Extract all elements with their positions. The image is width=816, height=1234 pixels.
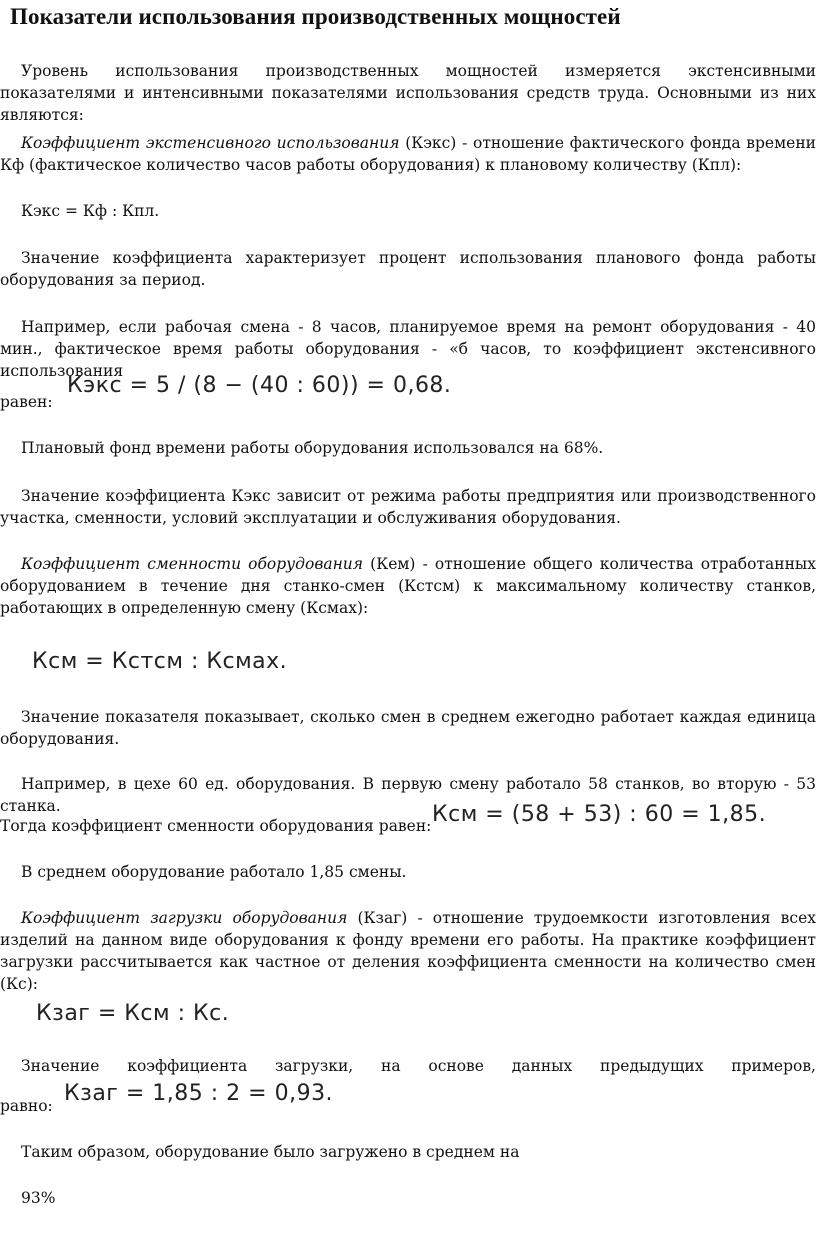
formula-extensive-calculation: Кэкс = 5 / (8 − (40 : 60)) = 0,68. xyxy=(67,373,452,398)
paragraph-extensive-dependency xyxy=(0,485,816,529)
paragraph-shift-result xyxy=(0,861,816,883)
paragraph-extensive-definition xyxy=(0,132,816,176)
paragraph-extensive-example-text: Например, если рабочая смена - 8 часов, планируемое время на ремонт оборудования - 40 мин., фактическое время работы оборудования - «б часов, то коэффициент экстенсивного использования xyxy=(0,318,816,380)
shift-example-equals-label: Тогда коэффициент сменности оборудования равен: xyxy=(0,817,432,835)
paragraph-shift-meaning-text: Значение показателя показывает, сколько смен в среднем ежегодно работает каждая единица оборудования. xyxy=(0,708,816,748)
paragraph-shift-meaning xyxy=(0,706,816,750)
term-shift: Коэффициент сменности оборудования xyxy=(21,555,364,573)
paragraph-shift-result-text: В среднем оборудование работало 1,85 смены. xyxy=(21,863,407,881)
definition-shift-text: (Кем) - отношение общего количества отработанных оборудованием в течение дня станко-смен (Кстсм) к максимальному количеству станков, работающих в определенную смену (Ксмах): xyxy=(0,555,816,617)
conclusion-percent: 93% xyxy=(21,1189,56,1207)
paragraph-load-definition xyxy=(0,907,816,995)
formula-load-calculation: Кзаг = 1,85 : 2 = 0,93. xyxy=(64,1081,334,1106)
formula-shift-calculation: Ксм = (58 + 53) : 60 = 1,85. xyxy=(432,802,767,827)
term-load: Коэффициент загрузки оборудования xyxy=(21,909,348,927)
formula-extensive-text: Кэкс = Кф : Кпл. xyxy=(21,202,160,220)
page-title: Показатели использования производственных мощностей xyxy=(10,4,621,29)
paragraph-extensive-dependency-text: Значение коэффициента Кэкс зависит от режима работы предприятия или производственного участка, сменности, условий эксплуатации и обслуживания оборудования. xyxy=(0,487,816,527)
definition-load-text: (Кзаг) - отношение трудоемкости изготовления всех изделий на данном виде оборудования к фонду времени его работы. На практике коэффициент загрузки рассчитывается как частное от деления коэффициента сменности на количество смен (Кс): xyxy=(0,909,816,993)
paragraph-shift-definition xyxy=(0,553,816,619)
formula-load: Кзаг = Ксм : Кс. xyxy=(36,1001,230,1026)
paragraph-conclusion: Таким образом, оборудование было загружено в среднем на xyxy=(21,1143,520,1161)
paragraph-intro-text: Уровень использования производственных мощностей измеряется экстенсивными показателями и интенсивными показателями использования средств труда. Основными из них являются: xyxy=(0,62,816,124)
load-example-equals-label: равно: xyxy=(0,1097,53,1115)
paragraph-extensive-meaning-text: Значение коэффициента характеризует процент использования планового фонда работы оборудования за период. xyxy=(0,249,816,289)
paragraph-extensive-result xyxy=(0,437,816,459)
paragraph-shift-example-text: Например, в цехе 60 ед. оборудования. В первую смену работало 58 станков, во вторую - 53 станка. xyxy=(0,775,816,815)
definition-extensive-text: (Кэкс) - отношение фактического фонда времени Кф (фактическое количество часов работы оборудования) к плановому количеству (Кпл): xyxy=(0,134,816,174)
paragraph-extensive-meaning xyxy=(0,247,816,291)
paragraph-load-example xyxy=(0,1055,816,1077)
paragraph-load-example-text: Значение коэффициента загрузки, на основе данных предыдущих примеров, xyxy=(21,1057,816,1075)
term-extensive: Коэффициент экстенсивного использования xyxy=(21,134,400,152)
paragraph-intro xyxy=(0,60,816,126)
paragraph-extensive-result-text: Плановый фонд времени работы оборудования использовался на 68%. xyxy=(21,439,604,457)
extensive-example-equals-label: равен: xyxy=(0,393,53,411)
formula-shift: Ксм = Кстсм : Ксмах. xyxy=(32,649,288,674)
